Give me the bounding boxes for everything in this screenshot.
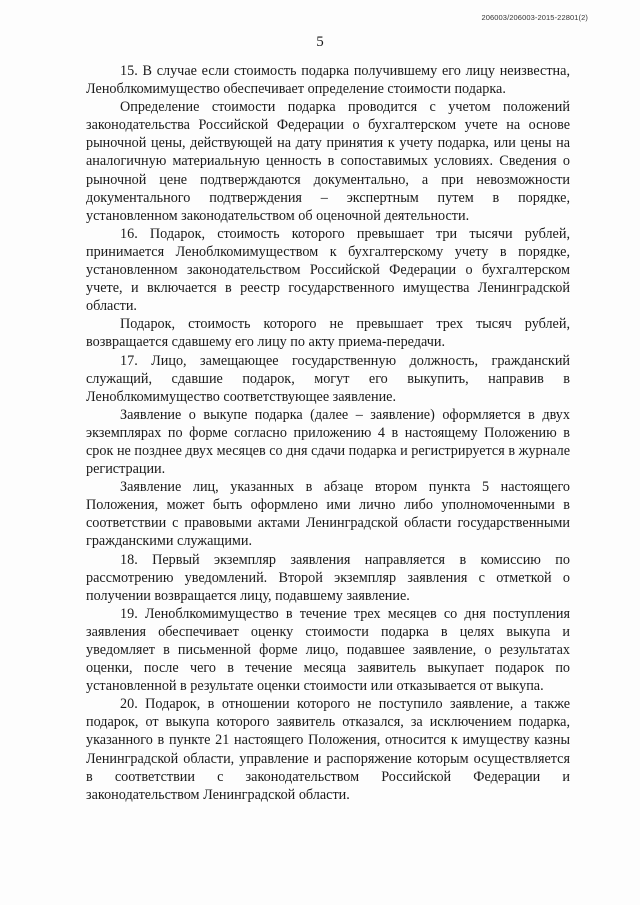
paragraph-15: 15. В случае если стоимость подарка получившему его лицу неизвестна, Леноблкомимущество обеспечивает определение стоимости подарка. xyxy=(86,63,570,98)
paragraph-17: 17. Лицо, замещающее государственную должность, гражданский служащий, сдавшие подарок, могут его выкупить, направив в Леноблкомимущество соответствующее заявление. xyxy=(86,352,570,405)
paragraph-18: 18. Первый экземпляр заявления направляется в комиссию по рассмотрению уведомлений. Второй экземпляр заявления с отметкой о получении возвращается лицу, подавшему заявление. xyxy=(86,551,570,604)
paragraph-19: 19. Леноблкомимущество в течение трех месяцев со дня поступления заявления обеспечивает оценку стоимости подарка в целях выкупа и уведомляет в письменной форме лицо, подавшее заявление, о результатах оценки, после чего в течение месяца заявитель выкупает подарок по установленной в результате оценки стоимости или отказывается от выкупа. xyxy=(86,605,570,695)
document-body xyxy=(86,62,570,804)
paragraph-17-application: Заявление о выкупе подарка (далее – заявление) оформляется в двух экземплярах по форме согласно приложению 4 в настоящему Положению в срок не позднее двух месяцев со дня сдачи подарка и регистрируется в журнале регистрации. xyxy=(86,406,570,478)
paragraph-20: 20. Подарок, в отношении которого не поступило заявление, а также подарок, от выкупа которого заявитель отказался, за исключением подарка, указанного в пункте 21 настоящего Положения, относится к имуществу казны Ленинградской области, управление и распоряжение которым осуществляется в соответствии с законодательством Российской Федерации и законодательством Ленинградской области. xyxy=(86,696,570,803)
document-id: 206003/206003-2015-22801(2) xyxy=(481,13,588,22)
paragraph-15-valuation: Определение стоимости подарка проводится с учетом положений законодательства Российской Федерации о бухгалтерском учете на основе рыночной цены, действующей на дату принятия к учету подарка, или цены на аналогичную материальную ценность в сопоставимых условиях. Сведения о рыночной цене подтверждаются документально, а при невозможности документального подтверждения – экспертным путем в порядке, установленном законодательством об оценочной деятельности. xyxy=(86,99,570,224)
paragraph-16: 16. Подарок, стоимость которого превышает три тысячи рублей, принимается Леноблкомимуществом к бухгалтерскому учету в порядке, установленном законодательством Российской Федерации о бухгалтерском учете, и включается в реестр государственного имущества Ленинградской области. xyxy=(86,225,570,315)
paragraph-16-return: Подарок, стоимость которого не превышает трех тысяч рублей, возвращается сдавшему его лицу по акту приема-передачи. xyxy=(86,316,570,351)
paragraph-17-authorized: Заявление лиц, указанных в абзаце втором пункта 5 настоящего Положения, может быть оформлено ими лично либо уполномоченными в соответствии с правовыми актами Ленинградской области государственными гражданскими служащими. xyxy=(86,479,570,550)
page-number: 5 xyxy=(316,34,324,50)
